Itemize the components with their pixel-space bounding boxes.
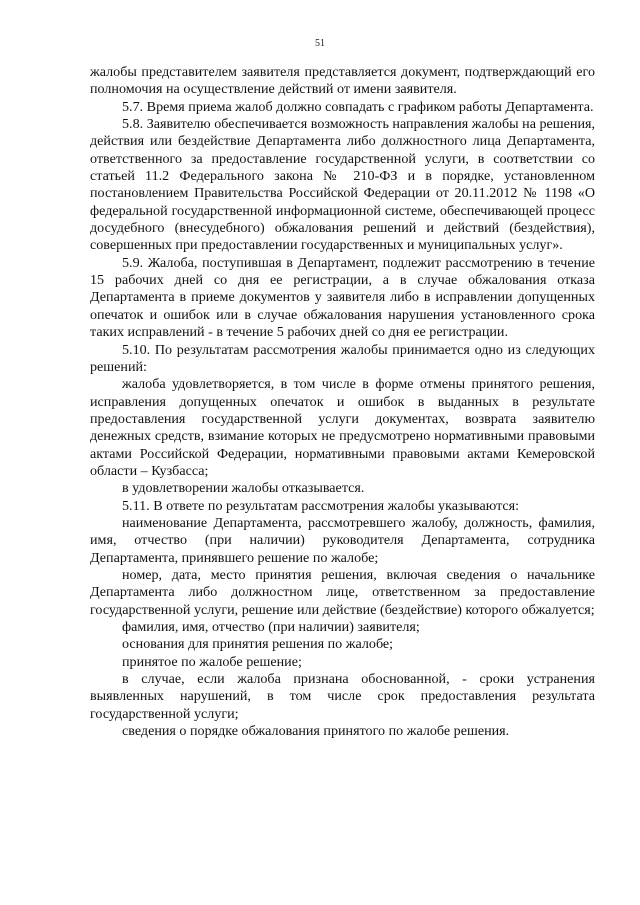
paragraph-5-9-complaint-review-deadline: 5.9. Жалоба, поступившая в Департамент, подлежит рассмотрению в течение 15 рабочих дней со дня ее регистрации, а в случае обжалования отказа Департамента в приеме документов у заявителя либо в исправлении допущенных опечаток и ошибок или в случае обжалования нарушения установленного срока таких исправлений - в течение 5 рабочих дней со дня ее регистрации. <box>90 254 595 341</box>
paragraph-appeal-procedure: сведения о порядке обжалования принятого по жалобе решения. <box>122 723 510 740</box>
page-number: 51 <box>315 38 325 49</box>
paragraph-complaint-satisfied: жалоба удовлетворяется, в том числе в форме отмены принятого решения, исправления допущенных опечаток и ошибок в выданных в результате предоставления государственной услуги документах, возврата заявителю денежных средств, взимание которых не предусмотрено нормативными правовыми актами Российской Федерации, нормативными правовыми актами Кемеровской области – Кузбасса; <box>90 376 595 479</box>
paragraph-department-name-and-official: наименование Департамента, рассмотревшего жалобу, должность, фамилия, имя, отчество (при наличии) руководителя Департамента, сотрудника Департамента, принявшего решение по жалобе; <box>90 514 595 566</box>
paragraph-5-8-complaint-submission-possibility: 5.8. Заявителю обеспечивается возможность направления жалобы на решения, действия или бездействие Департамента либо должностного лица Департамента, ответственного за предоставление государственной услуги, в соответствии со статьей 11.2 Федерального закона № 210-ФЗ и в порядке, установленном постановлением Правительства Российской Федерации от 20.11.2012 № 1198 «О федеральной государственной информационной системе, обеспечивающей процесс досудебного (внесудебного) обжалования решений и действий (бездействия), совершенных при предоставлении государственных и муниципальных услуг». <box>90 116 595 254</box>
paragraph-decision-number-date-place: номер, дата, место принятия решения, включая сведения о начальнике Департамента либо должностном лице, ответственном за предоставление государственной услуги, решение или действие (бездействие) которого обжалуется; <box>90 566 595 618</box>
paragraph-decision-grounds: основания для принятия решения по жалобе; <box>122 636 394 653</box>
paragraph-applicant-name: фамилия, имя, отчество (при наличии) заявителя; <box>122 619 420 635</box>
paragraph-adopted-decision: принятое по жалобе решение; <box>122 653 302 670</box>
paragraph-5-10-review-results: 5.10. По результатам рассмотрения жалобы принимается одно из следующих решений: <box>90 341 595 375</box>
document-body <box>90 64 595 740</box>
paragraph-continuation-representative-document: жалобы представителем заявителя представляется документ, подтверждающий его полномочия на осуществление действий от имени заявителя. <box>90 64 595 98</box>
paragraph-remedy-deadlines: в случае, если жалоба признана обоснованной, - сроки устранения выявленных нарушений, в том числе срок предоставления результата государственной услуги; <box>90 671 595 722</box>
paragraph-complaint-rejected: в удовлетворении жалобы отказывается. <box>122 480 365 497</box>
paragraph-5-11-response-contents: 5.11. В ответе по результатам рассмотрения жалобы указываются: <box>122 497 520 514</box>
paragraph-5-7-complaint-reception-time: 5.7. Время приема жалоб должно совпадать с графиком работы Департамента. <box>122 98 594 115</box>
